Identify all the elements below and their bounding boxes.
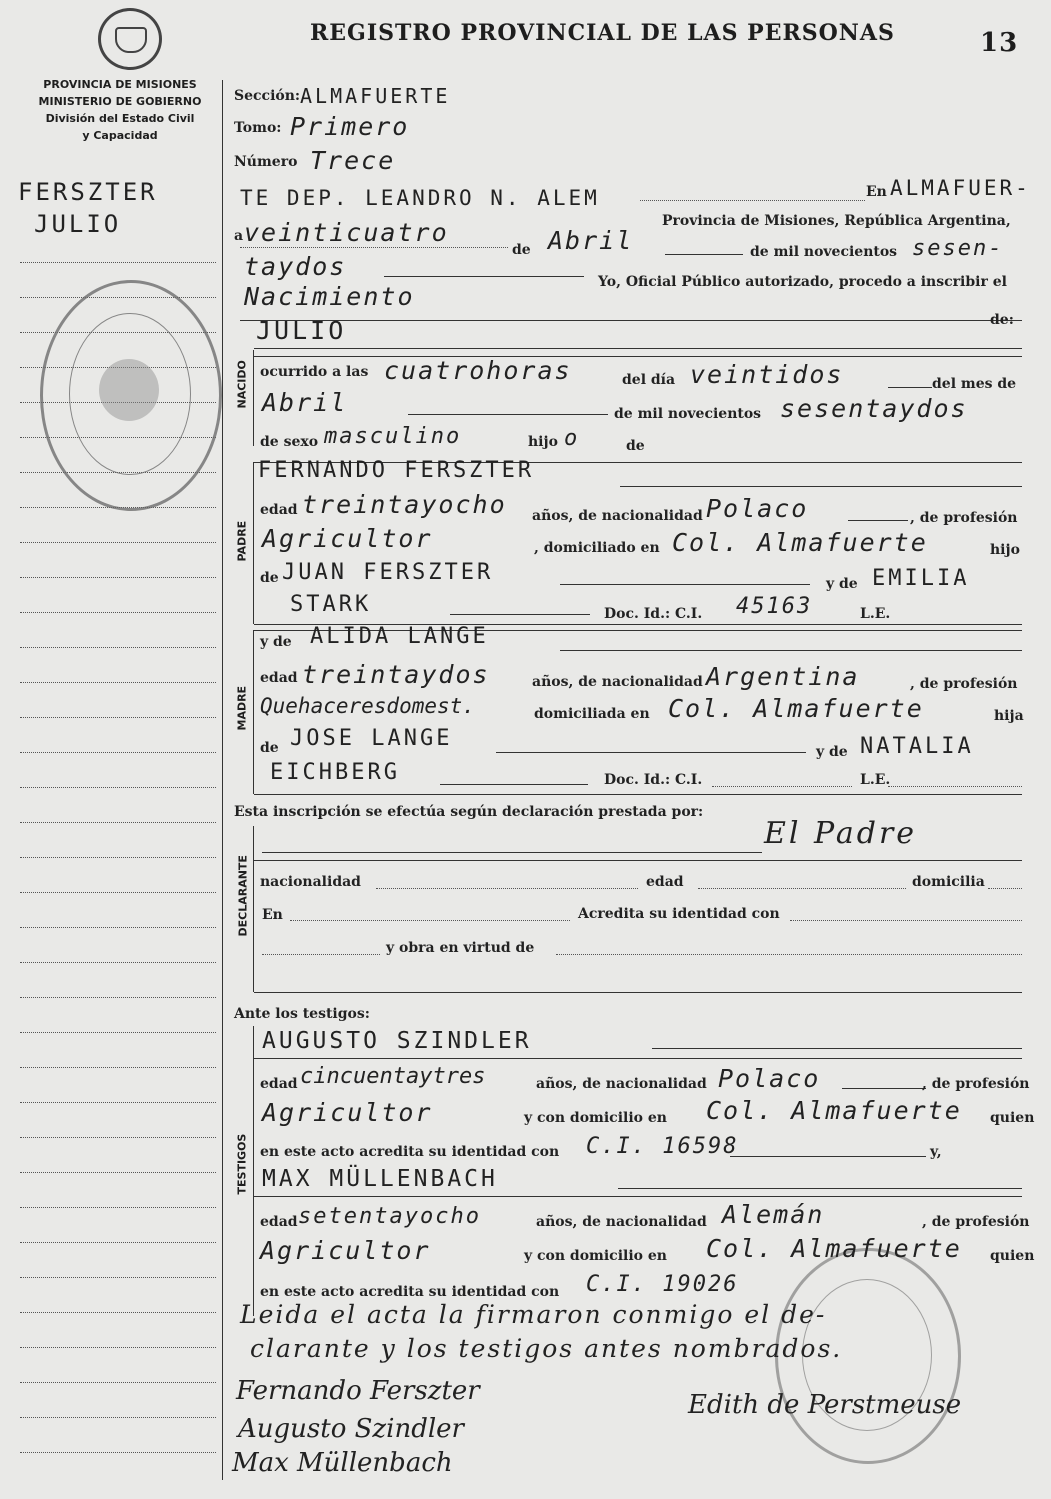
- madre-madre-apellido: EICHBERG: [270, 760, 400, 785]
- testigo2-nacionalidad: Alemán: [722, 1200, 825, 1229]
- label-hija-madre: hija: [994, 708, 1024, 724]
- side-label-madre: MADRE: [235, 685, 249, 731]
- value-sexo: masculino: [324, 424, 462, 449]
- label-domicilia-decl: domicilia: [912, 874, 985, 890]
- label-esta-inscripcion: Esta inscripción se efectúa según declaración prestada por:: [234, 804, 704, 820]
- madre-profesion: Quehaceresdomest.: [260, 694, 475, 718]
- margin-surname: FERSZTER: [18, 178, 158, 206]
- padre-profesion: Agricultor: [262, 524, 433, 553]
- label-hijo-padre: hijo: [990, 542, 1020, 558]
- label-de-mil: de mil novecientos: [750, 244, 898, 260]
- margin-line: [20, 682, 216, 683]
- label-profesion-t2: , de profesión: [922, 1214, 1030, 1230]
- value-anio-a: sesen-: [912, 236, 1004, 261]
- label-de-madre-de: de: [260, 740, 279, 756]
- testigo2-nombre: MAX MÜLLENBACH: [262, 1166, 498, 1192]
- margin-rule: [222, 80, 223, 1480]
- padre-nombre: FERNANDO FERSZTER: [258, 458, 535, 483]
- testigo2-domicilio: Col. Almafuerte: [706, 1234, 962, 1263]
- value-hijo-suffix: o: [564, 426, 580, 451]
- margin-line: [20, 1417, 216, 1418]
- padre-madre: EMILIA: [872, 566, 970, 591]
- padre-domicilio: Col. Almafuerte: [672, 528, 928, 557]
- label-profesion-madre: , de profesión: [910, 676, 1018, 692]
- side-label-nacido: NACIDO: [235, 360, 249, 409]
- margin-given-name: JULIO: [34, 210, 122, 238]
- label-domicilio-t1: y con domicilio en: [524, 1110, 667, 1126]
- label-de-mil2: de mil novecientos: [614, 406, 762, 422]
- label-edad-t2: edad: [260, 1214, 298, 1230]
- margin-line: [20, 1242, 216, 1243]
- label-en-este-acto-t2: en este acto acredita su identidad con: [260, 1284, 560, 1300]
- label-anos-t2: años, de nacionalidad: [536, 1214, 707, 1230]
- margin-line: [20, 1032, 216, 1033]
- margin-line: [20, 1312, 216, 1313]
- margin-line: [20, 927, 216, 928]
- label-domiciliado-padre: , domiciliado en: [534, 540, 660, 556]
- label-le-madre: L.E.: [860, 772, 891, 788]
- closing-line-1: Leida el acta la firmaron conmigo el de-: [240, 1300, 827, 1329]
- label-y-comma: y,: [930, 1144, 942, 1160]
- label-quien-t1: quien: [990, 1110, 1035, 1126]
- margin-line: [20, 1102, 216, 1103]
- margin-line: [20, 612, 216, 613]
- padre-nacionalidad: Polaco: [706, 494, 809, 523]
- page-title: REGISTRO PROVINCIAL DE LAS PERSONAS: [310, 20, 895, 46]
- testigo2-profesion: Agricultor: [260, 1236, 431, 1265]
- office-line: División del Estado Civil: [45, 112, 195, 125]
- label-de-colon: de:: [990, 312, 1014, 328]
- margin-line: [20, 752, 216, 753]
- margin-line: [20, 1277, 216, 1278]
- label-ocurrido: ocurrido a las: [260, 364, 369, 380]
- margin-line: [20, 1452, 216, 1453]
- value-anio-b: taydos: [244, 252, 347, 281]
- margin-line: [20, 787, 216, 788]
- margin-line: [20, 1207, 216, 1208]
- label-en-decl: En: [262, 907, 283, 923]
- label-de-hijo: de: [626, 438, 645, 454]
- margin-line: [20, 717, 216, 718]
- margin-line: [20, 577, 216, 578]
- office-line: y Capacidad: [82, 129, 158, 142]
- office-line: MINISTERIO DE GOBIERNO: [38, 95, 202, 108]
- label-en-este-acto-t1: en este acto acredita su identidad con: [260, 1144, 560, 1160]
- office-block: [20, 76, 220, 144]
- label-doc-id-padre: Doc. Id.: C.I.: [604, 606, 703, 622]
- label-nacionalidad-decl: nacionalidad: [260, 874, 361, 890]
- label-le-padre: L.E.: [860, 606, 891, 622]
- signature-testigo-2: Max Müllenbach: [232, 1448, 453, 1478]
- value-lugar: TE DEP. LEANDRO N. ALEM: [240, 186, 600, 210]
- label-profesion-padre: , de profesión: [910, 510, 1018, 526]
- signature-oficial: Edith de Perstmeuse: [688, 1390, 962, 1420]
- label-quien-t2: quien: [990, 1248, 1035, 1264]
- registry-stamp: [40, 280, 222, 511]
- value-hora: cuatrohoras: [384, 356, 572, 385]
- value-en: ALMAFUER-: [890, 176, 1031, 200]
- margin-line: [20, 822, 216, 823]
- label-doc-id-madre: Doc. Id.: C.I.: [604, 772, 703, 788]
- margin-line: [20, 262, 216, 263]
- label-edad-t1: edad: [260, 1076, 298, 1092]
- side-label-padre: PADRE: [235, 520, 249, 562]
- label-edad-decl: edad: [646, 874, 684, 890]
- label-del-mes: del mes de: [932, 376, 1017, 392]
- closing-line-2: clarante y los testigos antes nombrados.: [250, 1334, 843, 1363]
- declarante-quien: El Padre: [764, 816, 918, 851]
- padre-madre-apellido: STARK: [290, 592, 372, 617]
- label-ante-testigos: Ante los testigos:: [234, 1006, 370, 1022]
- coat-of-arms-seal: [98, 8, 162, 70]
- margin-line: [20, 1172, 216, 1173]
- label-de-padre-de: de: [260, 570, 279, 586]
- testigo1-nombre: AUGUSTO SZINDLER: [262, 1028, 532, 1054]
- label-a: a: [234, 228, 244, 244]
- testigo1-domicilio: Col. Almafuerte: [706, 1096, 962, 1125]
- madre-nombre: ALIDA LANGE: [310, 624, 489, 649]
- label-tomo: Tomo:: [234, 120, 282, 136]
- label-anos-t1: años, de nacionalidad: [536, 1076, 707, 1092]
- label-yo-oficial: Yo, Oficial Público autorizado, procedo a inscribir el: [598, 274, 1007, 290]
- side-label-testigos: TESTIGOS: [235, 1133, 249, 1195]
- margin-line: [20, 1137, 216, 1138]
- label-obra-virtud: y obra en virtud de: [386, 940, 535, 956]
- testigo1-id: C.I. 16598: [586, 1134, 739, 1159]
- value-anio-nac: sesentaydos: [780, 394, 968, 423]
- margin-line: [20, 997, 216, 998]
- value-mes: Abril: [548, 226, 634, 255]
- testigo1-edad: cincuentaytres: [300, 1064, 486, 1089]
- label-y-de-madre2: y de: [816, 744, 848, 760]
- label-profesion-t1: , de profesión: [922, 1076, 1030, 1092]
- margin-line: [20, 892, 216, 893]
- value-acto: Nacimiento: [244, 282, 415, 311]
- value-dia: veinticuatro: [244, 218, 449, 247]
- madre-madre: NATALIA: [860, 734, 974, 759]
- label-domicilio-t2: y con domicilio en: [524, 1248, 667, 1264]
- label-anos-padre: años, de nacionalidad: [532, 508, 703, 524]
- label-domiciliada-madre: domiciliada en: [534, 706, 650, 722]
- padre-edad: treintayocho: [302, 490, 507, 519]
- label-acredita-decl: Acredita su identidad con: [578, 906, 780, 922]
- margin-line: [20, 1347, 216, 1348]
- label-numero: Número: [234, 154, 298, 170]
- margin-line: [20, 1067, 216, 1068]
- margin-line: [20, 1382, 216, 1383]
- testigo1-profesion: Agricultor: [262, 1098, 433, 1127]
- label-edad-madre: edad: [260, 670, 298, 686]
- madre-nacionalidad: Argentina: [706, 662, 860, 691]
- testigo1-nacionalidad: Polaco: [718, 1064, 821, 1093]
- madre-padre: JOSE LANGE: [290, 726, 453, 751]
- label-seccion: Sección:: [234, 88, 301, 104]
- label-y-de-padre: y de: [826, 576, 858, 592]
- label-hijo: hijo: [528, 434, 558, 450]
- label-y-de-madre: y de: [260, 634, 292, 650]
- madre-domicilio: Col. Almafuerte: [668, 694, 924, 723]
- label-anos-madre: años, de nacionalidad: [532, 674, 703, 690]
- margin-line: [20, 542, 216, 543]
- label-de-sexo: de sexo: [260, 434, 319, 450]
- office-line: PROVINCIA DE MISIONES: [43, 78, 197, 91]
- testigo2-edad: setentayocho: [298, 1204, 481, 1229]
- value-numero: Trece: [310, 146, 396, 175]
- value-nombre: JULIO: [256, 316, 347, 345]
- value-seccion: ALMAFUERTE: [300, 84, 451, 108]
- padre-ci: 45163: [736, 594, 813, 619]
- label-provincia: Provincia de Misiones, República Argentina,: [662, 213, 1011, 229]
- madre-edad: treintaydos: [302, 660, 490, 689]
- margin-line: [20, 962, 216, 963]
- side-label-declarante: DECLARANTE: [236, 855, 250, 937]
- value-dia-nac: veintidos: [690, 360, 844, 389]
- label-del-dia: del día: [622, 372, 676, 388]
- page-number: 13: [980, 28, 1019, 58]
- value-tomo: Primero: [290, 112, 410, 141]
- label-de: de: [512, 242, 531, 258]
- signature-testigo-1: Augusto Szindler: [238, 1414, 464, 1444]
- value-mes-nac: Abril: [262, 388, 348, 417]
- testigo2-id: C.I. 19026: [586, 1272, 739, 1297]
- margin-line: [20, 857, 216, 858]
- margin-line: [20, 647, 216, 648]
- label-en: En: [866, 184, 887, 200]
- padre-padre: JUAN FERSZTER: [282, 560, 494, 585]
- signature-padre: Fernando Ferszter: [236, 1376, 480, 1406]
- label-edad-padre: edad: [260, 502, 298, 518]
